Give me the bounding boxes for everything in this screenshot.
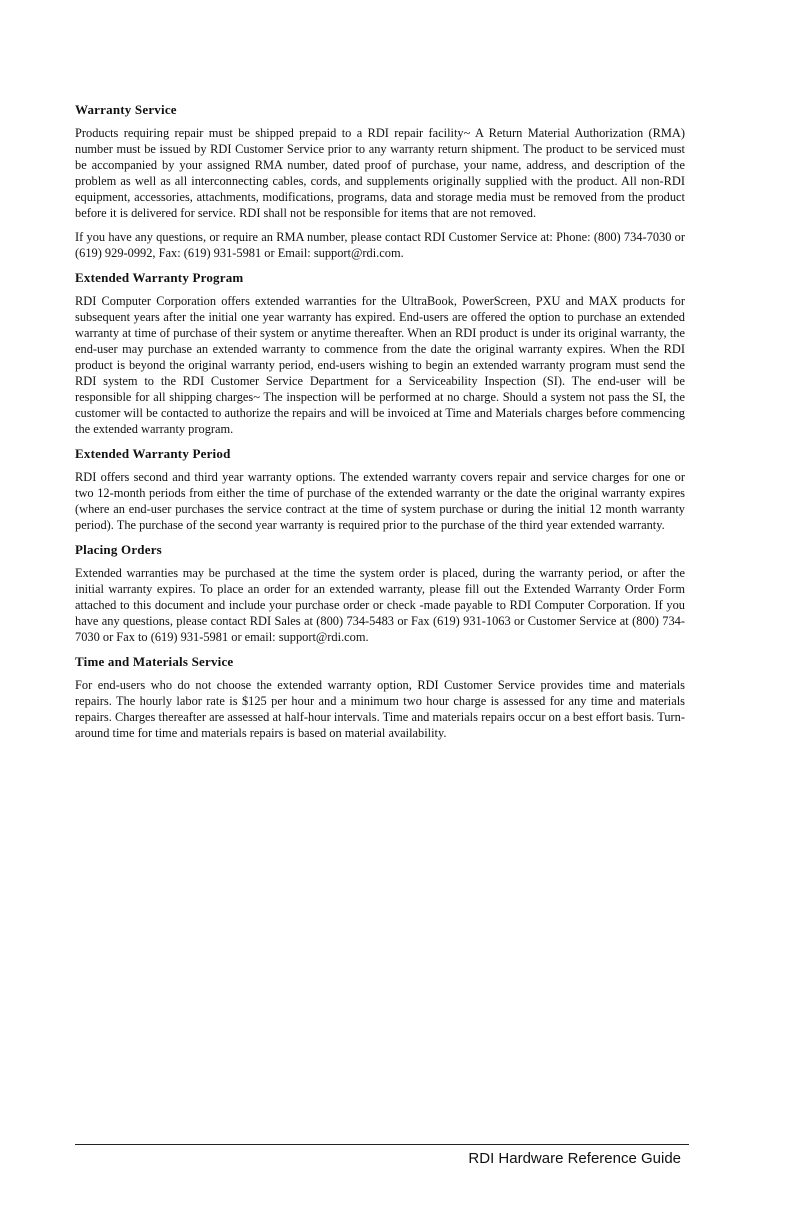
paragraph: Products requiring repair must be shipped prepaid to a RDI repair facility~ A Return Material Authorization (RMA) number must be issued by RDI Customer Service prior to any warranty return shipment. The product to be serviced must be accompanied by your assigned RMA number, dated proof of purchase, your name, address, and description of the problem as well as all interconnecting cables, cords, and supplements originally supplied with the product. All non-RDI equipment, accessories, attachments, modifications, programs, data and storage media must be removed from the product before it is delivered for service. RDI shall not be responsible for items that are not removed. xyxy=(75,126,685,220)
section-extended-warranty-period xyxy=(75,445,685,533)
paragraph: RDI Computer Corporation offers extended warranties for the UltraBook, PowerScreen, PXU and MAX products for subsequent years after the initial one year warranty has expired. End-users are offered the option to purchase an extended warranty at time of purchase of their system or anytime thereafter. When an RDI product is under its original warranty, the end-user may purchase an extended warranty to commence from the date the original warranty expires. When the RDI product is beyond the original warranty period, end-users wishing to begin an extended warranty program must send the RDI system to the RDI Customer Service Department for a Serviceability Inspection (SI). The end-user will be responsible for all shipping charges~ The inspection will be performed at no charge. Should a system not pass the SI, the customer will be contacted to authorize the repairs and will be invoiced at Time and Materials charges before commencing the extended warranty program. xyxy=(75,294,685,436)
section-heading: Time and Materials Service xyxy=(75,654,234,669)
section-heading: Extended Warranty Period xyxy=(75,446,231,461)
section-placing-orders xyxy=(75,541,685,645)
section-time-and-materials xyxy=(75,653,685,741)
paragraph: Extended warranties may be purchased at the time the system order is placed, during the warranty period, or after the initial warranty expires. To place an order for an extended warranty, please fill out the Extended Warranty Order Form attached to this document and include your purchase order or check -made payable to RDI Computer Corporation. If you have any questions, please contact RDI Sales at (800) 734-5483 or Fax (619) 931-1063 or Customer Service at (800) 734-7030 or Fax to (619) 931-5981 or email: support@rdi.com. xyxy=(75,566,685,644)
paragraph: If you have any questions, or require an RMA number, please contact RDI Customer Service at: Phone: (800) 734-7030 or (619) 929-0992, Fax: (619) 931-5981 or Email: support@rdi.com. xyxy=(75,230,685,260)
footer-divider xyxy=(75,1144,689,1145)
document-body xyxy=(75,101,685,749)
section-heading: Placing Orders xyxy=(75,542,162,557)
section-heading: Extended Warranty Program xyxy=(75,270,244,285)
paragraph: RDI offers second and third year warranty options. The extended warranty covers repair and service charges for one or two 12-month periods from either the time of purchase of the extended warranty or the date the original warranty expires (where an end-user purchases the service contract at the time of system purchase or during the initial 12 month warranty period). The purchase of the second year warranty is required prior to the purchase of the third year extended warranty. xyxy=(75,470,685,532)
footer-title: RDI Hardware Reference Guide xyxy=(468,1150,681,1167)
section-extended-warranty-program xyxy=(75,269,685,437)
section-warranty-service xyxy=(75,101,685,261)
section-heading: Warranty Service xyxy=(75,102,177,117)
paragraph: For end-users who do not choose the extended warranty option, RDI Customer Service provides time and materials repairs. The hourly labor rate is $125 per hour and a minimum two hour charge is assessed for any time and materials repairs. Charges thereafter are assessed at half-hour intervals. Time and materials repairs occur on a best effort basis. Turn-around time for time and materials repairs is based on material availability. xyxy=(75,678,685,740)
